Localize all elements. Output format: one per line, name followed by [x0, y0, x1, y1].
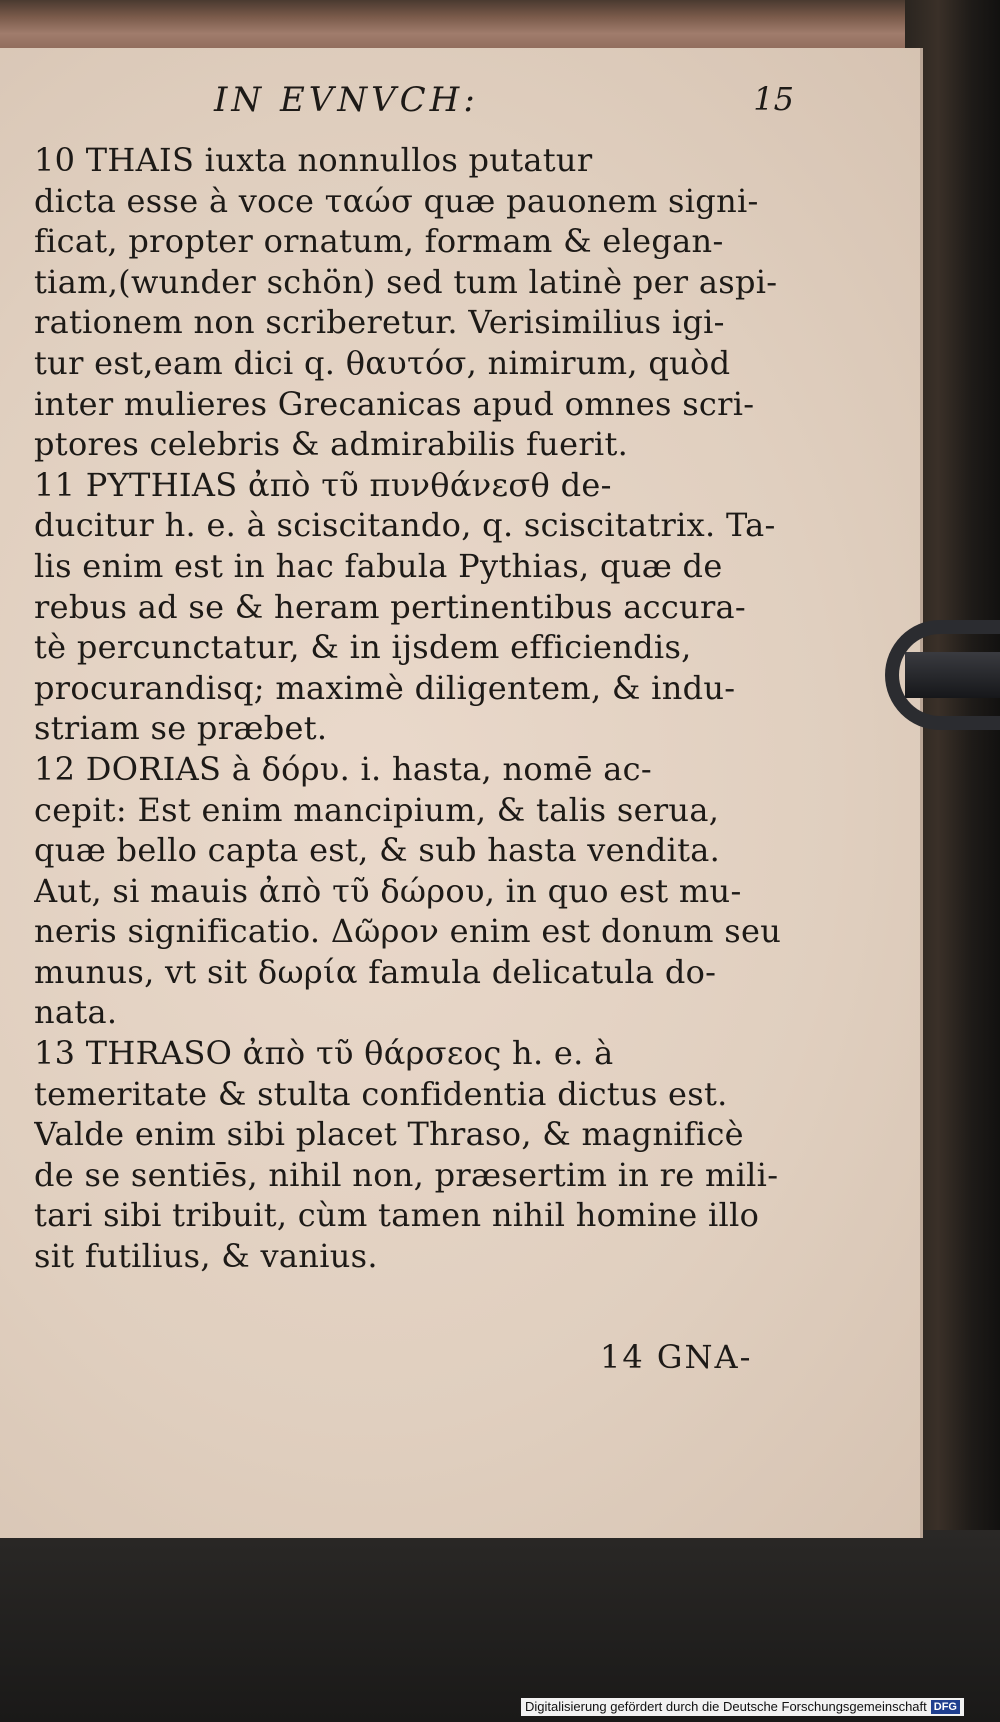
text-line: munus, vt sit δωρία famula delicatula do- [34, 952, 717, 991]
background-shadow [0, 1530, 1000, 1722]
dfg-logo-icon: DFG [931, 1700, 960, 1714]
text-line: lis enim est in hac fabula Pythias, quæ de [34, 546, 723, 585]
catchword: 14 GNA- [600, 1338, 753, 1376]
body-text [34, 140, 794, 1277]
text-line: temeritate & stulta confidentia dictus est. [34, 1074, 728, 1113]
text-line: 13 THRASO ἀπὸ τῦ θάρσεος h. e. à [34, 1034, 614, 1073]
text-line: striam se præbet. [34, 709, 328, 748]
digitization-credit [521, 1698, 964, 1716]
text-line: tè percunctatur, & in ijsdem efficiendis, [34, 628, 692, 667]
text-line: 10 THAIS iuxta nonnullos putatur [34, 141, 593, 179]
credit-text: Digitalisierung gefördert durch die Deutsche Forschungsgemeinschaft [524, 1699, 927, 1714]
text-line: 12 DORIAS à δόρυ. i. hasta, nomē ac- [34, 749, 653, 788]
text-line: neris significatio. Δῶρον enim est donum seu [34, 912, 782, 951]
text-line: rebus ad se & heram pertinentibus accura- [34, 587, 747, 626]
page-header [34, 80, 794, 136]
text-line: Aut, si mauis ἀπὸ τῦ δώρου, in quo est mu- [34, 871, 742, 910]
text-line: rationem non scriberetur. Verisimilius igi- [34, 303, 725, 342]
text-line: procurandisq; maximè diligentem, & indu- [34, 668, 736, 707]
page-clip [885, 620, 1000, 730]
text-line: quæ bello capta est, & sub hasta vendita. [34, 831, 721, 870]
text-line: dicta esse à voce ταώσ quæ pauonem signi- [34, 181, 759, 220]
text-line: sit futilius, & vanius. [34, 1237, 378, 1276]
text-line: cepit: Est enim mancipium, & talis serua, [34, 790, 720, 829]
text-line: ducitur h. e. à sciscitando, q. sciscitatrix. Ta- [34, 506, 776, 545]
text-line: 11 PYTHIAS ἀπὸ τῦ πυνθάνεσθ de- [34, 465, 612, 504]
text-line: inter mulieres Grecanicas apud omnes scri- [34, 384, 755, 423]
page-number: 15 [753, 80, 794, 118]
text-line: de se sentiēs, nihil non, præsertim in re mili- [34, 1155, 779, 1194]
text-line: Valde enim sibi placet Thraso, & magnificè [34, 1115, 744, 1154]
text-line: tur est,eam dici q. θαυτόσ, nimirum, quòd [34, 343, 731, 382]
text-line: ficat, propter ornatum, formam & elegan- [34, 222, 724, 261]
text-line: nata. [34, 993, 118, 1032]
running-head: IN EVNVCH: [214, 80, 479, 120]
text-line: tiam,(wunder schön) sed tum latinè per aspi- [34, 262, 778, 301]
text-line: tari sibi tribuit, cùm tamen nihil homine illo [34, 1196, 760, 1235]
text-line: ptores celebris & admirabilis fuerit. [34, 425, 629, 464]
